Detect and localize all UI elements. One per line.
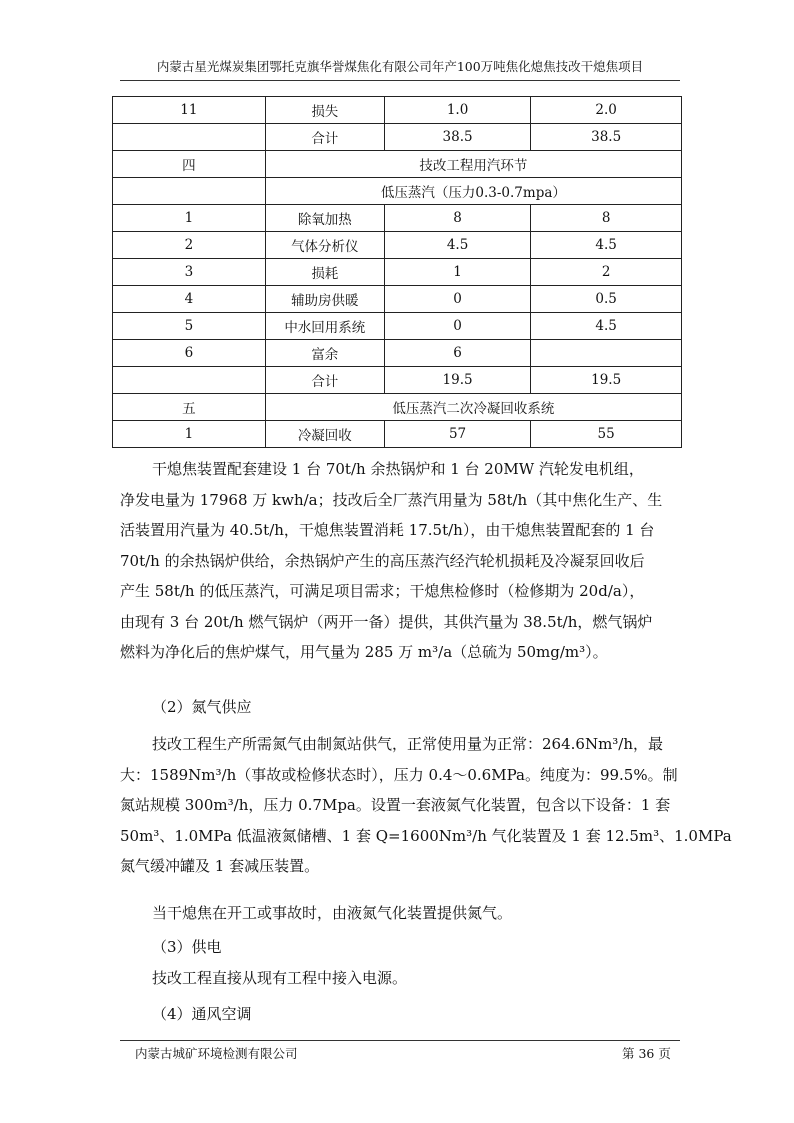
table-cell: 2.0 [531, 97, 682, 124]
heading-text: （2）氮气供应 [152, 698, 252, 716]
table-row [113, 421, 682, 448]
table-row [113, 340, 682, 367]
table-cell [531, 340, 682, 367]
table-cell: 冷凝回收 [265, 421, 384, 448]
table-cell: 合计 [265, 367, 384, 394]
text-line: 燃料为净化后的焦炉煤气，用气量为 285 万 m³/a（总硫为 50mg/m³）。 [120, 643, 608, 661]
table-cell: 0.5 [531, 286, 682, 313]
table-cell: 4.5 [531, 313, 682, 340]
table-cell: 38.5 [384, 124, 530, 151]
table-row [113, 124, 682, 151]
text-line: 活装置用汽量为 40.5t/h，干熄焦装置消耗 17.5t/h），由干熄焦装置配套的 1 台 [120, 521, 655, 539]
paragraph-steam-supply [120, 458, 680, 703]
heading-text: （3）供电 [152, 938, 222, 956]
footer-company: 内蒙古城矿环境检测有限公司 [135, 1046, 298, 1061]
table-cell: 中水回用系统 [265, 313, 384, 340]
table-cell: 除氧加热 [265, 205, 384, 232]
text-line: 大：1589Nm³/h（事故或检修状态时），压力 0.4～0.6MPa。纯度为：99.5%。制 [120, 765, 678, 784]
table-cell: 损失 [265, 97, 384, 124]
table-cell: 4 [113, 286, 266, 313]
table-cell: 合计 [265, 124, 384, 151]
text-line: 干熄焦装置配套建设 1 台 70t/h 余热锅炉和 1 台 20MW 汽轮发电机组， [152, 460, 644, 478]
text-line: 技改工程直接从现有工程中接入电源。 [152, 969, 408, 987]
steam-balance-table [112, 96, 682, 448]
text-line: 当干熄焦在开工或事故时，由液氮气化装置提供氮气。 [152, 904, 513, 922]
table-cell: 1 [113, 205, 266, 232]
table-row [113, 367, 682, 394]
table-cell: 0 [384, 286, 530, 313]
table-cell: 6 [384, 340, 530, 367]
table-row [113, 286, 682, 313]
text-line: 由现有 3 台 20t/h 燃气锅炉（两开一备）提供，其供汽量为 38.5t/h，燃气锅炉 [120, 612, 653, 631]
table-cell: 57 [384, 421, 530, 448]
heading-text: （4）通风空调 [152, 1005, 252, 1023]
table-row [113, 151, 682, 178]
table-cell: 1 [384, 259, 530, 286]
text-line: 70t/h 的余热锅炉供给，余热锅炉产生的高压蒸汽经汽轮机损耗及冷凝泵回收后 [120, 551, 645, 570]
text-line: 产生 58t/h 的低压蒸汽，可满足项目需求；干熄焦检修时（检修期为 20d/a）， [120, 582, 645, 600]
table-row [113, 232, 682, 259]
table-cell: 11 [113, 97, 266, 124]
table-row [113, 313, 682, 340]
table-cell: 3 [113, 259, 266, 286]
table-cell: 四 [113, 151, 266, 178]
table-cell: 8 [384, 205, 530, 232]
table-row [113, 394, 682, 421]
table-row [113, 178, 682, 205]
table-cell-section-title: 技改工程用汽环节 [265, 151, 681, 178]
table-cell: 8 [531, 205, 682, 232]
table-cell: 5 [113, 313, 266, 340]
text-line: 净发电量为 17968 万 kwh/a；技改后全厂蒸汽用量为 58t/h（其中焦化生产、生 [120, 490, 663, 509]
table-cell: 1.0 [384, 97, 530, 124]
table-cell: 富余 [265, 340, 384, 367]
table-cell: 4.5 [384, 232, 530, 259]
table-cell [113, 124, 266, 151]
table-row [113, 205, 682, 232]
paragraph-nitrogen [120, 733, 732, 893]
table-cell [113, 178, 266, 205]
table-cell: 19.5 [531, 367, 682, 394]
text-line: 50m³、1.0MPa 低温液氮储槽、1 套 Q=1600Nm³/h 气化装置及 1 套 12.5m³、1.0MPa [120, 826, 732, 845]
table-cell: 1 [113, 421, 266, 448]
table-cell: 0 [384, 313, 530, 340]
footer-page-number: 第 36 页 [622, 1046, 671, 1061]
text-line: 技改工程生产所需氮气由制氮站供气，正常使用量为正常：264.6Nm³/h，最 [152, 735, 664, 753]
table-cell: 6 [113, 340, 266, 367]
table-cell-section-title: 低压蒸汽二次冷凝回收系统 [265, 394, 681, 421]
table-cell-section-title: 低压蒸汽（压力0.3-0.7mpa） [265, 178, 681, 205]
table-cell: 五 [113, 394, 266, 421]
table-cell: 气体分析仪 [265, 232, 384, 259]
table-cell: 辅助房供暖 [265, 286, 384, 313]
table-cell: 2 [531, 259, 682, 286]
text-line: 氮站规模 300m³/h，压力 0.7Mpa。设置一套液氮气化装置，包含以下设备：1 套 [120, 796, 671, 814]
table-cell: 2 [113, 232, 266, 259]
table-cell: 38.5 [531, 124, 682, 151]
table-row [113, 97, 682, 124]
table-row [113, 259, 682, 286]
page-header-title: 内蒙古星光煤炭集团鄂托克旗华誉煤焦化有限公司年产100万吨焦化熄焦技改干熄焦项目 [156, 59, 644, 74]
footer-divider [120, 1040, 680, 1041]
table-cell: 55 [531, 421, 682, 448]
table-cell: 19.5 [384, 367, 530, 394]
header-divider [120, 80, 680, 81]
table-cell: 损耗 [265, 259, 384, 286]
table-cell: 4.5 [531, 232, 682, 259]
table-cell [113, 367, 266, 394]
text-line: 氮气缓冲罐及 1 套减压装置。 [120, 857, 320, 875]
